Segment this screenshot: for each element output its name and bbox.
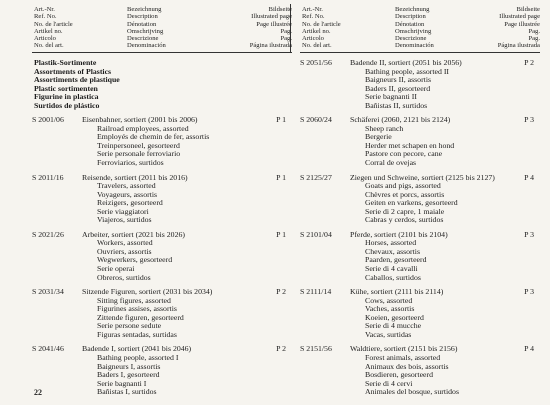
entry-translation: Koeien, gesorteerd xyxy=(365,312,424,322)
header-line: Articolo xyxy=(302,35,324,43)
entry-translation: Geiten en varkens, gesorteerd xyxy=(365,198,458,208)
header-line: Descrizione xyxy=(395,35,427,43)
header-line: Dénotation xyxy=(395,20,425,28)
entry-translation: Chèvres et porcs, assortis xyxy=(365,189,445,199)
left-header xyxy=(32,4,292,53)
illustrated-page: P 3 xyxy=(524,229,534,239)
header-line: Pag. xyxy=(528,27,540,35)
catalog-entry xyxy=(32,345,292,396)
header-page xyxy=(498,6,540,50)
header-line: Illustrated page xyxy=(251,13,292,21)
entry-translation: Figurines assises, assortis xyxy=(97,304,177,314)
header-line: Bildseite xyxy=(268,6,292,13)
header-line: Denominación xyxy=(395,42,434,50)
entry-translation: Cabras y cerdos, surtidos xyxy=(365,215,444,225)
entry-translation: Serie bagnanti I xyxy=(97,378,147,388)
right-entries xyxy=(300,59,540,397)
article-number: S 2101/04 xyxy=(300,229,332,239)
entry-translation: Workers, assorted xyxy=(97,238,153,248)
catalog-entry xyxy=(300,231,540,282)
entry-translation: Serie personale ferroviario xyxy=(97,149,181,159)
entry-translation: Baders II, gesorteerd xyxy=(365,83,431,93)
heading-line: Figurine in plastica xyxy=(34,92,99,102)
entry-translation: Bathing people, assorted I xyxy=(97,352,179,362)
entry-translation: Zittende figuren, gesorteerd xyxy=(97,312,184,322)
header-line: Page illustrée xyxy=(256,20,292,28)
entry-translation: Horses, assorted xyxy=(365,238,417,248)
entry-translation: Animales del bosque, surtidos xyxy=(365,387,459,397)
header-line: Pag. xyxy=(528,35,540,43)
left-entries xyxy=(32,116,292,396)
entry-translation: Serie viaggiatori xyxy=(97,206,149,216)
catalog-entry xyxy=(300,288,540,339)
entry-translation: Sheep ranch xyxy=(365,123,404,133)
entry-translation: Bañistas I, surtidos xyxy=(97,387,157,397)
entry-translation: Corral de ovejas xyxy=(365,158,417,168)
header-line: Página ilustrada xyxy=(249,42,292,50)
plastic-assortments-heading xyxy=(32,59,292,110)
header-line: Pag. xyxy=(280,35,292,43)
entry-translation: Baders I, gesorteerd xyxy=(97,370,160,380)
entry-title: Pferde, sortiert (2101 bis 2104) xyxy=(350,229,448,239)
article-number: S 2001/06 xyxy=(32,115,64,125)
header-page xyxy=(250,6,292,50)
illustrated-page: P 1 xyxy=(276,229,286,239)
header-line: Description xyxy=(127,13,158,21)
entry-translation: Chevaux, assortis xyxy=(365,246,421,256)
article-number: S 2021/26 xyxy=(32,229,64,239)
entry-title: Kühe, sortiert (2111 bis 2114) xyxy=(350,287,444,297)
article-number: S 2151/56 xyxy=(300,344,332,354)
header-line: Bezeichnung xyxy=(127,6,162,13)
entry-translation: Figuras sentadas, surtidas xyxy=(97,329,177,339)
entry-translation: Wegwerkers, gesorteerd xyxy=(97,255,173,265)
entry-title: Ziegen und Schweine, sortiert (2125 bis 2127) xyxy=(350,172,495,182)
header-line: Ref. No. xyxy=(302,13,325,21)
page-number: 22 xyxy=(34,388,42,397)
article-number: S 2041/46 xyxy=(32,344,64,354)
header-line: Art.-Nr. xyxy=(34,6,55,13)
entry-translation: Serie persone sedute xyxy=(97,321,162,331)
illustrated-page: P 3 xyxy=(524,287,534,297)
header-art-no xyxy=(34,6,73,50)
entry-title: Arbeiter, sortiert (2021 bis 2026) xyxy=(82,229,185,239)
entry-translation: Ferroviarios, surtidos xyxy=(97,158,164,168)
article-number: S 2125/27 xyxy=(300,172,332,182)
heading-line: Assortiments de plastique xyxy=(34,75,120,85)
entry-translation: Reizigers, gesorteerd xyxy=(97,198,163,208)
catalog-entry xyxy=(300,174,540,225)
header-description xyxy=(127,6,166,50)
right-header xyxy=(300,4,540,53)
entry-translation: Railroad employees, assorted xyxy=(97,123,189,133)
entry-translation: Bosdieren, gesorteerd xyxy=(365,370,433,380)
right-column xyxy=(300,4,540,397)
entry-translation: Serie di 4 cavalli xyxy=(365,264,418,274)
entry-translation: Baigneurs I, assortis xyxy=(97,361,161,371)
header-line: Artikel no. xyxy=(34,27,63,35)
catalog-entry xyxy=(32,288,292,339)
entry-translation: Vacas, surtidas xyxy=(365,329,412,339)
entry-translation: Sitting figures, assorted xyxy=(97,295,171,305)
illustrated-page: P 2 xyxy=(276,287,286,297)
entry-translation: Travelers, assorted xyxy=(97,181,156,191)
article-number: S 2060/24 xyxy=(300,115,332,125)
entry-title: Eisenbahner, sortiert (2001 bis 2006) xyxy=(82,115,198,125)
entry-translation: Serie di 2 capre, 1 maiale xyxy=(365,206,445,216)
left-column xyxy=(32,4,292,397)
illustrated-page: P 2 xyxy=(524,58,534,67)
heading-line: Surtidos de plástico xyxy=(34,100,100,110)
entry-translation: Ouvriers, assortis xyxy=(97,246,152,256)
header-line: Art.-Nr. xyxy=(302,6,323,13)
entry-title: Badende I, sortiert (2041 bis 2046) xyxy=(82,344,192,354)
header-art-no xyxy=(302,6,341,50)
heading-line: Plastik-Sortimente xyxy=(34,58,97,67)
header-line: No. de l'article xyxy=(34,20,73,28)
entry-translation: Herder met schapen en hond xyxy=(365,140,455,150)
header-line: Articolo xyxy=(34,35,56,43)
catalog-entry xyxy=(32,116,292,167)
illustrated-page: P 4 xyxy=(524,344,534,354)
entry-translation: Forest animals, assorted xyxy=(365,352,441,362)
article-number: S 2111/14 xyxy=(300,287,332,297)
article-number: S 2011/16 xyxy=(32,172,64,182)
entry-title: Reisende, sortiert (2011 bis 2016) xyxy=(82,172,188,182)
entry-translation: Serie di 4 cervi xyxy=(365,378,413,388)
entry-title: Schäferei (2060, 2121 bis 2124) xyxy=(350,115,451,125)
header-line: Pag. xyxy=(280,27,292,35)
header-line: Illustrated page xyxy=(499,13,540,21)
entry-translation: Cows, assorted xyxy=(365,295,413,305)
heading-line: Plastic sortimenten xyxy=(34,83,98,93)
header-line: No. del art. xyxy=(34,42,64,50)
entry-title: Sitzende Figuren, sortiert (2031 bis 2034) xyxy=(82,287,213,297)
header-line: Página ilustrada xyxy=(497,42,540,50)
catalog-entry xyxy=(300,116,540,167)
header-line: No. de l'article xyxy=(302,20,341,28)
illustrated-page: P 4 xyxy=(524,172,534,182)
entry-translation: Bathing people, assorted II xyxy=(365,66,450,76)
header-line: No. del art. xyxy=(302,42,332,50)
entry-title: Badende II, sortiert (2051 bis 2056) xyxy=(350,58,462,67)
header-line: Omschrijving xyxy=(395,27,432,35)
entry-title: Waldtiere, sortiert (2151 bis 2156) xyxy=(350,344,458,354)
entry-translation: Baigneurs II, assortis xyxy=(365,75,432,85)
catalog-entry xyxy=(32,174,292,225)
illustrated-page: P 1 xyxy=(276,172,286,182)
header-line: Bezeichnung xyxy=(395,6,430,13)
illustrated-page: P 2 xyxy=(276,344,286,354)
header-line: Bildseite xyxy=(516,6,540,13)
header-line: Descrizione xyxy=(127,35,159,43)
header-line: Denominación xyxy=(127,42,166,50)
entry-translation: Serie di 4 mucche xyxy=(365,321,422,331)
entry-translation: Serie operai xyxy=(97,264,135,274)
entry-translation: Voyageurs, assortis xyxy=(97,189,158,199)
entry-translation: Pastore con pecore, cane xyxy=(365,149,443,159)
catalog-entry xyxy=(300,345,540,396)
header-line: Page illustrée xyxy=(504,20,540,28)
entry-translation: Goats and pigs, assorted xyxy=(365,181,441,191)
entry-translation: Paarden, gesorteerd xyxy=(365,255,427,265)
catalog-entry xyxy=(300,59,540,110)
header-line: Omschrijving xyxy=(127,27,164,35)
illustrated-page: P 1 xyxy=(276,115,286,125)
header-line: Dénotation xyxy=(127,20,157,28)
catalog-entry xyxy=(32,231,292,282)
article-number: S 2031/34 xyxy=(32,287,64,297)
header-description xyxy=(395,6,434,50)
header-line: Description xyxy=(395,13,426,21)
entry-translation: Bergerie xyxy=(365,132,392,142)
entry-translation: Viajeros, surtidos xyxy=(97,215,152,225)
entry-translation: Treinpersoneel, gesorteerd xyxy=(97,140,180,150)
entry-translation: Serie bagnanti II xyxy=(365,92,417,102)
entry-translation: Obreros, surtidos xyxy=(97,272,151,282)
article-number: S 2051/56 xyxy=(300,58,332,67)
illustrated-page: P 3 xyxy=(524,115,534,125)
header-line: Ref. No. xyxy=(34,13,57,21)
entry-translation: Bañistas II, surtidos xyxy=(365,100,428,110)
heading-line: Assortments of Plastics xyxy=(34,66,112,76)
header-line: Artikel no. xyxy=(302,27,331,35)
entry-translation: Employés de chemin de fer, assortis xyxy=(97,132,210,142)
entry-translation: Animaux des bois, assortis xyxy=(365,361,449,371)
entry-translation: Caballos, surtidos xyxy=(365,272,421,282)
entry-translation: Vaches, assortis xyxy=(365,304,415,314)
